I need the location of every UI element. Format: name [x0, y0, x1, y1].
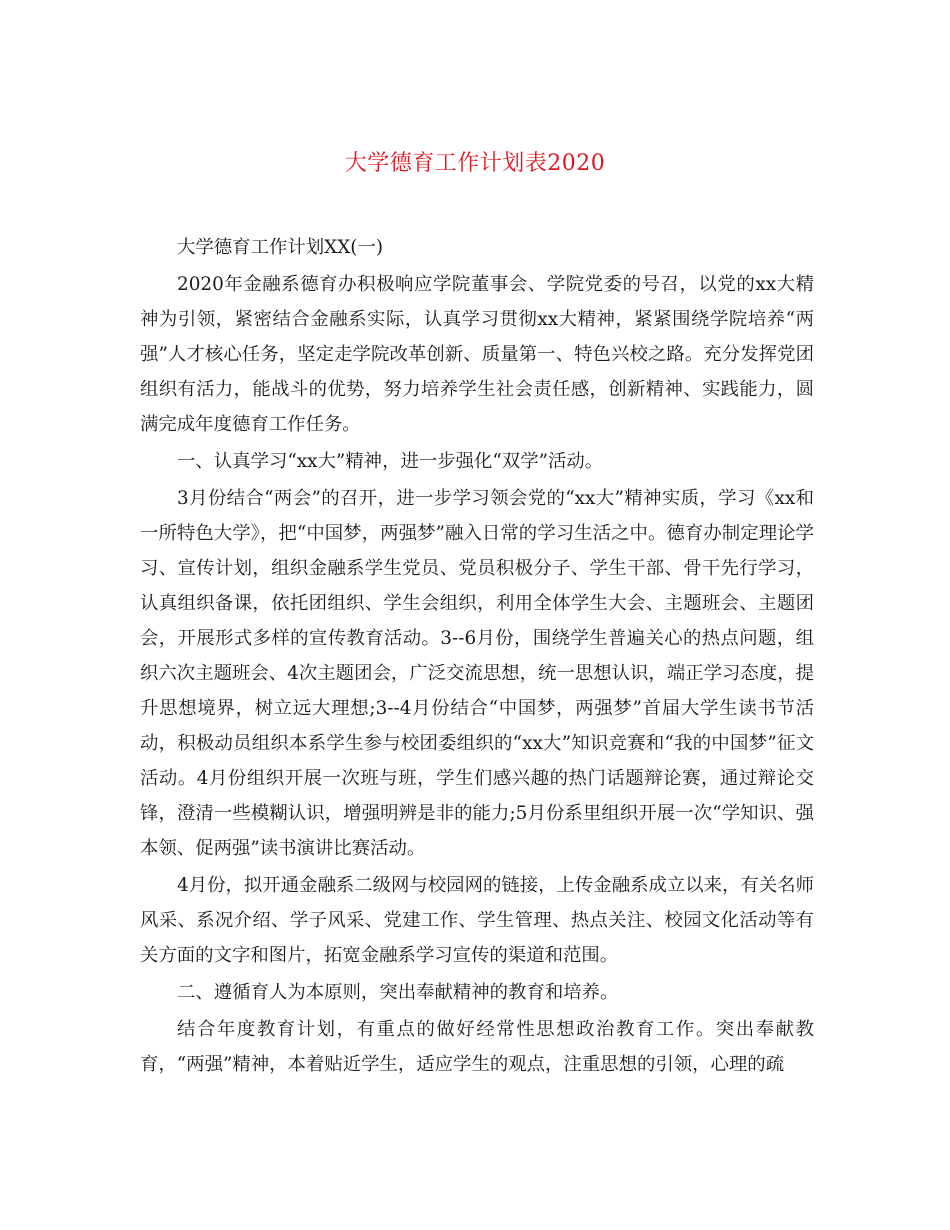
- paragraph-april-website: 4月份，拟开通金融系二级网与校园网的链接，上传金融系成立以来，有关名师风采、系况介绍、学子风采、党建工作、学生管理、热点关注、校园文化活动等有关方面的文字和图片，拓宽金融系学习宣传的渠道和范围。: [140, 875, 814, 966]
- paragraph-march-activities: 3月份结合“两会”的召开，进一步学习领会党的“xx大”精神实质，学习《xx和一所特色大学》，把“中国梦，两强梦”融入日常的学习生活之中。德育办制定理论学习、宣传计划，组织金融系学生党员、党员积极分子、学生干部、骨干先行学习，认真组织备课，依托团组织、学生会组织，利用全体学生大会、主题班会、主题团会，开展形式多样的宣传教育活动。3--6月份，围绕学生普遍关心的热点问题，组织六次主题班会、4次主题团会，广泛交流思想，统一思想认识，端正学习态度，提升思想境界，树立远大理想;3--4月份结合“中国梦，两强梦”首届大学生读书节活动，积极动员组织本系学生参与校团委组织的“xx大”知识竞赛和“我的中国梦”征文活动。4月份组织开展一次班与班，学生们感兴趣的热门话题辩论赛，通过辩论交锋，澄清一些模糊认识，增强明辨是非的能力;5月份系里组织开展一次“学知识、强本领、促两强”读书演讲比赛活动。: [140, 488, 814, 859]
- document-title: 大学德育工作计划表2020: [344, 151, 606, 176]
- document-body: [140, 230, 814, 1082]
- paragraph-education-plan: 结合年度教育计划，有重点的做好经常性思想政治教育工作。突出奉献教育，“两强”精神，本着贴近学生，适应学生的观点，注重思想的引领，心理的疏: [140, 1019, 814, 1075]
- paragraph-heading-two: 二、遵循育人为本原则，突出奉献精神的教育和培养。: [177, 982, 619, 1003]
- paragraph-intro: 2020年金融系德育办积极响应学院董事会、学院党委的号召，以党的xx大精神为引领，紧密结合金融系实际，认真学习贯彻xx大精神，紧紧围绕学院培养“两强”人才核心任务，坚定走学院改革创新、质量第一、特色兴校之路。充分发挥党团组织有活力，能战斗的优势，努力培养学生社会责任感，创新精神、实践能力，圆满完成年度德育工作任务。: [140, 274, 814, 435]
- paragraph-heading-one: 一、认真学习“xx大”精神，进一步强化“双学”活动。: [177, 451, 604, 472]
- paragraph-subtitle: 大学德育工作计划XX(一): [177, 237, 384, 258]
